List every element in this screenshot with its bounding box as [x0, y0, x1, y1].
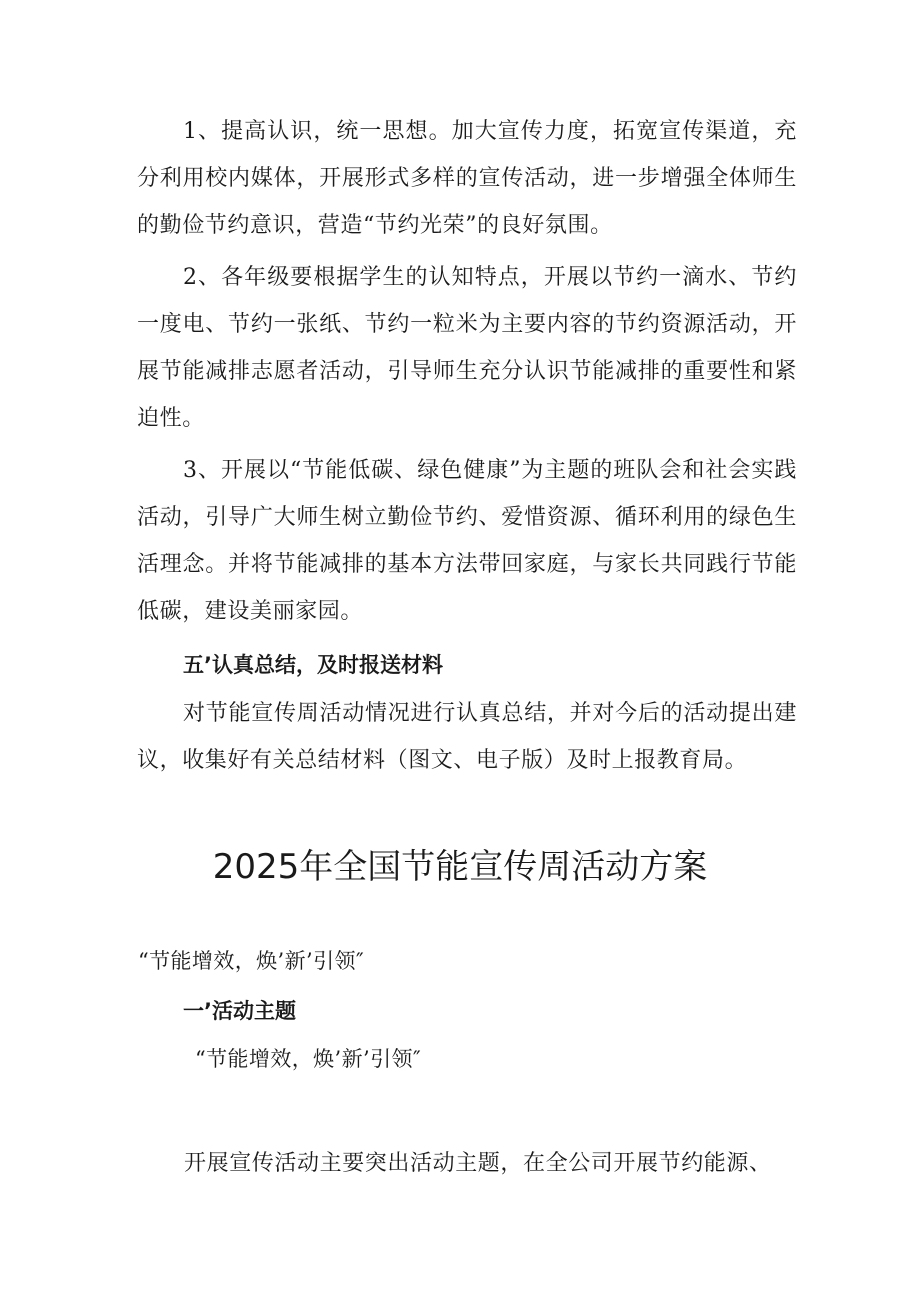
section-1-heading: 一’活动主题 [183, 999, 296, 1023]
section-5-heading: 五’认真总结，及时报送材料 [183, 653, 443, 677]
page-title: 2025年全国节能宣传周活动方案 [212, 847, 708, 887]
section-5-text: 对节能宣传周活动情况进行认真总结，并对今后的活动提出建议，收集好有关总结材料（图文、电子版）及时上报教育局。 [137, 701, 797, 773]
slogan: “节能增效，焕’新’引领″ [138, 949, 365, 973]
paragraph-2: 2、各年级要根据学生的认知特点，开展以节约一滴水、节约一度电、节约一张纸、节约一粒米为主要内容的节约资源活动，开展节能减排志愿者活动，引导师生充分认识节能减排的重要性和紧迫性。 [137, 265, 797, 431]
paragraph-3: 3、开展以“节能低碳、绿色健康”为主题的班队会和社会实践活动，引导广大师生树立勤俭节约、爱惜资源、循环利用的绿色生活理念。并将节能减排的基本方法带回家庭，与家长共同践行节能低碳，建设美丽家园。 [137, 458, 797, 624]
paragraph-1: 1、提高认识，统一思想。加大宣传力度，拓宽宣传渠道，充分利用校内媒体，开展形式多样的宣传活动，进一步增强全体师生的勤俭节约意识，营造“节约光荣”的良好氛围。 [137, 119, 797, 238]
activity-theme: “节能增效，焕’新’引领″ [195, 1047, 422, 1071]
intro-line: 开展宣传活动主要突出活动主题，在全公司开展节约能源、 [184, 1151, 772, 1176]
